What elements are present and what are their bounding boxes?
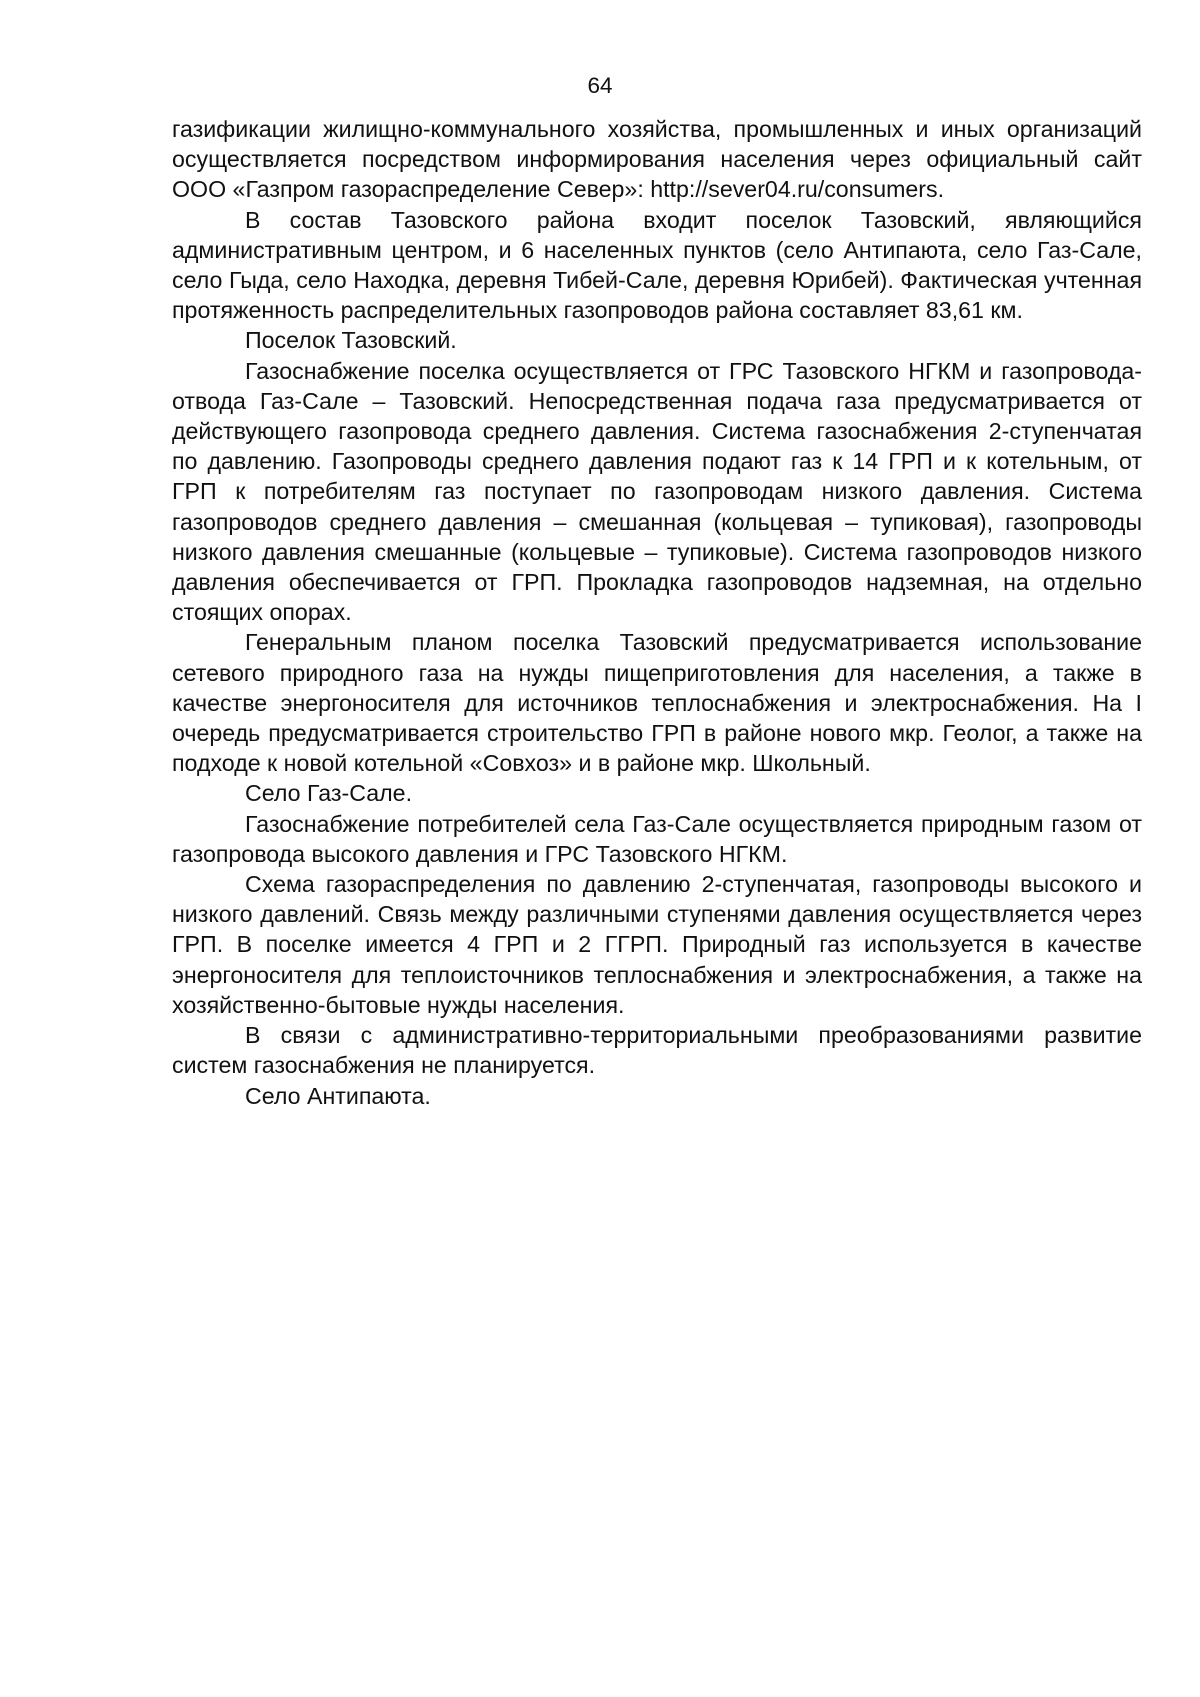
- heading-antipayuta-village: Село Антипаюта.: [245, 1082, 431, 1109]
- paragraph-gasification-continued: газификации жилищно-коммунального хозяйства, промышленных и иных организаций осуществляется посредством информирования населения через официальный сайт ООО «Газпром газораспределение Север»: http://sever04.ru/consumers.: [172, 116, 1142, 203]
- paragraph-tazovsky-gas-supply: Газоснабжение поселка осуществляется от ГРС Тазовского НГКМ и газопровода-отвода Газ-Сале – Тазовский. Непосредственная подача газа предусматривается от действующего газопровода среднего давления. Система газоснабжения 2-ступенчатая по давлению. Газопроводы среднего давления подают газ к 14 ГРП и к котельным, от ГРП к потребителям газ поступает по газопроводам низкого давления. Система газопроводов среднего давления – смешанная (кольцевая – тупиковая), газопроводы низкого давления смешанные (кольцевые – тупиковые). Система газопроводов низкого давления обеспечивается от ГРП. Прокладка газопроводов надземная, на отдельно стоящих опорах.: [172, 357, 1142, 626]
- page-number: 64: [587, 73, 613, 98]
- heading-tazovsky-settlement: Поселок Тазовский.: [245, 327, 457, 354]
- paragraph-gaz-sale-supply: Газоснабжение потребителей села Газ-Сале осуществляется природным газом от газопровода высокого давления и ГРС Тазовского НГКМ.: [172, 810, 1142, 867]
- heading-gaz-sale-village: Село Газ-Сале.: [245, 780, 413, 807]
- paragraph-gaz-sale-distribution: Схема газораспределения по давлению 2-ступенчатая, газопроводы высокого и низкого давлений. Связь между различными ступенями давления осуществляется через ГРП. В поселке имеется 4 ГРП и 2 ГГРП. Природный газ используется в качестве энергоносителя для теплоисточников теплоснабжения и электроснабжения, а также на хозяйственно-бытовые нужды населения.: [172, 871, 1142, 1018]
- document-body: [172, 114, 1142, 1111]
- paragraph-gaz-sale-development: В связи с административно-территориальными преобразованиями развитие систем газоснабжения не планируется.: [172, 1022, 1142, 1079]
- paragraph-tazovsky-master-plan: Генеральным планом поселка Тазовский предусматривается использование сетевого природного газа на нужды пищеприготовления для населения, а также в качестве энергоносителя для источников теплоснабжения и электроснабжения. На I очередь предусматривается строительство ГРП в районе нового мкр. Геолог, а также на подходе к новой котельной «Совхоз» и в районе мкр. Школьный.: [172, 629, 1142, 777]
- paragraph-district-composition: В состав Тазовского района входит поселок Тазовский, являющийся административным центром, и 6 населенных пунктов (село Антипаюта, село Газ-Сале, село Гыда, село Находка, деревня Тибей-Сале, деревня Юрибей). Фактическая учтенная протяженность распределительных газопроводов района составляет 83,61 км.: [172, 206, 1142, 324]
